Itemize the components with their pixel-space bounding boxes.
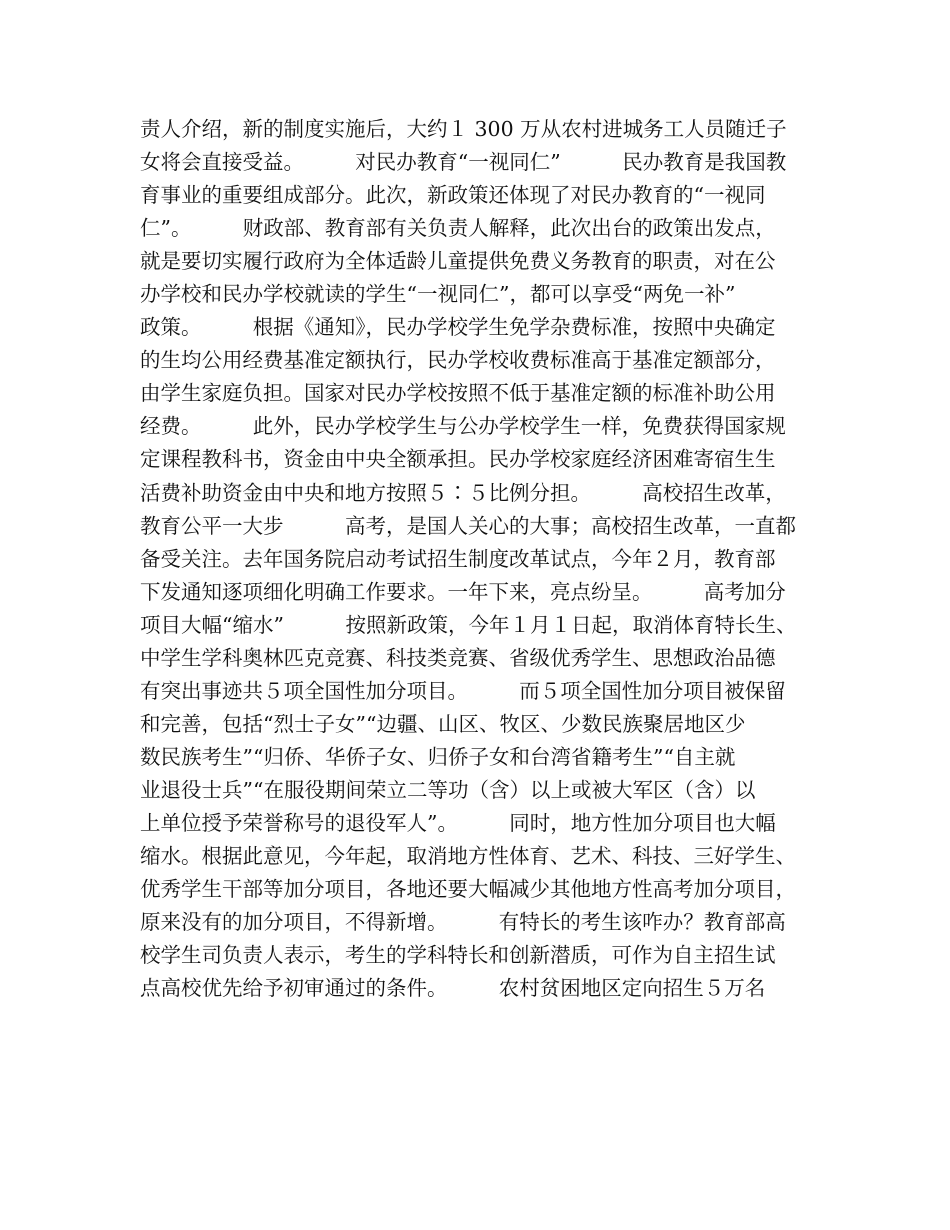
text-line: 办学校和民办学校就读的学生“一视同仁”，都可以享受“两免一补” — [140, 282, 736, 307]
text-line: 校学生司负责人表示，考生的学科特长和创新潜质，可作为自主招生试 — [140, 943, 776, 968]
text-line: 经费。 此外，民办学校学生与公办学校学生一样，免费获得国家规 — [140, 414, 786, 439]
text-line: 数民族考生”“归侨、华侨子女、归侨子女和台湾省籍考生”“自主就 — [140, 744, 736, 769]
text-line: 政策。 根据《通知》，民办学校学生免学杂费标准，按照中央确定 — [140, 315, 776, 340]
text-line: 中学生学科奥林匹克竞赛、科技类竞赛、省级优秀学生、思想政治品德 — [140, 645, 776, 670]
text-line: 定课程教科书，资金由中央全额承担。民办学校家庭经济困难寄宿生生 — [140, 447, 776, 472]
text-line: 优秀学生干部等加分项目，各地还要大幅减少其他地方性高考加分项目， — [140, 877, 796, 902]
text-line: 育事业的重要组成部分。此次，新政策还体现了对民办教育的“一视同 — [140, 183, 766, 208]
text-line: 业退役士兵”“在服役期间荣立二等功（含）以上或被大军区（含）以 — [140, 777, 756, 802]
text-line: 和完善，包括“烈士子女”“边疆、山区、牧区、少数民族聚居地区少 — [140, 711, 746, 736]
text-line: 点高校优先给予初审通过的条件。 农村贫困地区定向招生５万名 — [140, 976, 766, 1001]
text-line: 的生均公用经费基准定额执行，民办学校收费标准高于基准定额部分， — [140, 348, 776, 373]
text-line: 由学生家庭负担。国家对民办学校按照不低于基准定额的标准补助公用 — [140, 381, 776, 406]
text-line: 活费补助资金由中央和地方按照５∶５比例分担。 高校招生改革， — [140, 480, 786, 505]
text-line: 有突出事迹共５项全国性加分项目。 而５项全国性加分项目被保留 — [140, 678, 786, 703]
text-line: 缩水。根据此意见，今年起，取消地方性体育、艺术、科技、三好学生、 — [140, 844, 796, 869]
text-line: 仁”。 财政部、教育部有关负责人解释，此次出台的政策出发点， — [140, 216, 776, 241]
text-line: 原来没有的加分项目，不得新增。 有特长的考生该咋办？教育部高 — [140, 910, 786, 935]
text-line: 教育公平一大步 高考，是国人关心的大事；高校招生改革，一直都 — [140, 513, 796, 538]
text-line: 就是要切实履行政府为全体适龄儿童提供免费义务教育的职责，对在公 — [140, 249, 776, 274]
article-body — [140, 113, 840, 1005]
text-line: 项目大幅“缩水” 按照新政策，今年１月１日起，取消体育特长生、 — [140, 612, 797, 637]
text-line: 备受关注。去年国务院启动考试招生制度改革试点，今年２月，教育部 — [140, 546, 776, 571]
text-line: 女将会直接受益。 对民办教育“一视同仁” 民办教育是我国教 — [140, 150, 787, 175]
text-line: 上单位授予荣誉称号的退役军人”。 同时，地方性加分项目也大幅 — [140, 810, 776, 835]
text-line: 责人介绍，新的制度实施后，大约１ 300 万从农村进城务工人员随迁子 — [140, 117, 787, 141]
text-line: 下发通知逐项细化明确工作要求。一年下来，亮点纷呈。 高考加分 — [140, 579, 786, 604]
